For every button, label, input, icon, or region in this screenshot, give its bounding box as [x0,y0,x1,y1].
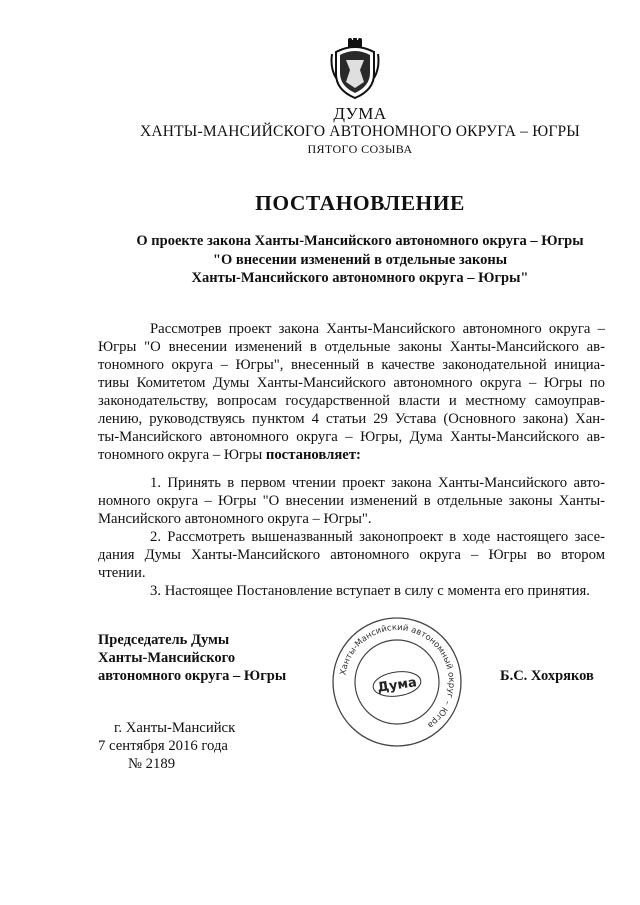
item-1-line: Мансийского автономного округа – Югры". [98,511,372,527]
subject-line3: Ханты-Мансийского автономного округа – Югры" [191,270,529,286]
document-number: № 2189 [128,756,176,772]
subject-line2: "О внесении изменений в отдельные законы [212,252,508,268]
document-date: 7 сентября 2016 года [98,738,228,754]
signatory-name: Б.С. Хохряков [500,668,594,684]
preamble-line: законодательству, вопросам государственной власти и местному самоуправ- [98,393,605,409]
item-3-line: 3. Настоящее Постановление вступает в силу с момента его принятия. [150,583,590,599]
subject-line1: О проекте закона Ханты-Мансийского автономного округа – Югры [136,233,584,249]
item-1-line: 1. Принять в первом чтении проект закона Ханты-Мансийского авто- [150,475,605,491]
preamble-last-line [98,446,361,464]
city: г. Ханты-Мансийск [114,720,236,736]
preamble-line: Югры "О внесении изменений в отдельные законы Ханты-Мансийского ав- [98,339,605,355]
signatory-title-line2: Ханты-Мансийского [98,650,236,666]
org-name-line2: ХАНТЫ-МАНСИЙСКОГО АВТОНОМНОГО ОКРУГА – ЮГРЫ [139,123,581,140]
signatory-title-line3: автономного округа – Югры [98,668,287,684]
coat-of-arms-icon [330,38,380,100]
org-name-line1: ДУМА [333,104,387,123]
item-1-line: номного округа – Югры "О внесении изменений в отдельные законы Ханты- [98,493,605,509]
preamble-line: тономного округа – Югры", внесенный в качестве законодательной инициа- [98,357,605,373]
preamble-text: тономного округа – Югры [98,447,263,463]
signatory-title-line1: Председатель Думы [98,632,230,648]
preamble-line: ты-Мансийского автономного округа – Югры, Дума Ханты-Мансийского ав- [98,429,605,445]
official-seal [330,615,464,749]
preamble-line: Рассмотрев проект закона Ханты-Мансийского автономного округа – [150,321,605,337]
document-type-title: ПОСТАНОВЛЕНИЕ [255,191,465,215]
convocation-line: ПЯТОГО СОЗЫВА [307,142,413,156]
svg-text:Ханты-Мансийский автономный ок: Ханты-Мансийский автономный округ – Югра [338,622,457,730]
svg-text:Дума: Дума [376,675,418,696]
item-2-line: дания Думы Ханты-Мансийского автономного округа – Югры во втором [98,547,605,563]
item-2-line: 2. Рассмотреть вышеназванный законопроект в ходе настоящего засе- [150,529,605,545]
item-2-line: чтении. [98,565,146,581]
preamble-line: тивы Комитетом Думы Ханты-Мансийского автономного округа – Югры по [98,375,605,391]
resolution-keyword: постановляет: [265,447,361,463]
preamble-line: лению, руководствуясь пунктом 4 статьи 29 Устава (Основного закона) Хан- [98,411,605,427]
